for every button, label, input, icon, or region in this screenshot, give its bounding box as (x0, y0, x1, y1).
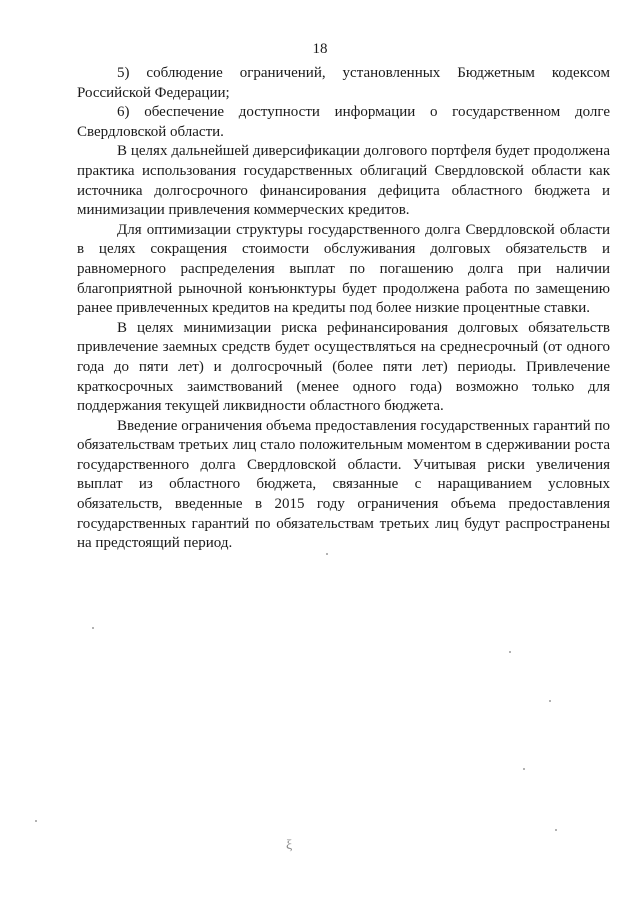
scan-mark: ξ (286, 838, 293, 853)
scan-speck (326, 553, 328, 555)
page-number: 18 (312, 41, 328, 57)
paragraph-portfolio-diversification: В целях дальнейшей диверсификации долгового портфеля будет продолжена практика использования государственных облигаций Свердловской области как источника долгосрочного финансирования дефицита областного бюджета и минимизации привлечения коммерческих кредитов. (77, 143, 610, 219)
paragraph-debt-structure-optimization: Для оптимизации структуры государственного долга Свердловской области в целях сокращения стоимости обслуживания долговых обязательств и равномерного распределения выплат по погашению долга при наличии благоприятной рыночной конъюнктуры будет продолжена работа по замещению ранее привлеченных кредитов на кредиты под более низкие процентные ставки. (77, 221, 610, 317)
scan-speck (549, 700, 551, 702)
document-body (77, 64, 610, 554)
scan-speck (555, 829, 557, 831)
paragraph-refinancing-risk: В целях минимизации риска рефинансирования долговых обязательств привлечение заемных средств будет осуществляться на среднесрочный (от одного года до пяти лет) и долгосрочный (более пяти лет) периоды. Привлечение краткосрочных заимствований (менее одного года) возможно только для поддержания текущей ликвидности областного бюджета. (77, 319, 610, 415)
paragraph-budget-code-compliance: 5) соблюдение ограничений, установленных Бюджетным кодексом Российской Федерации; (77, 65, 610, 101)
paragraph-state-guarantees: Введение ограничения объема предоставления государственных гарантий по обязательствам третьих лиц стало положительным моментом в сдерживании роста государственного долга Свердловской области. Учитывая риски увеличения выплат из областного бюджета, связанные с наращиванием условных обязательств, введенные в 2015 году ограничения объема предоставления государственных гарантий по обязательствам третьих лиц будут распространены на предстоящий период. (77, 417, 610, 552)
scan-speck (92, 627, 94, 629)
scan-speck (523, 768, 525, 770)
scan-speck (509, 651, 511, 653)
scan-speck (35, 820, 37, 822)
paragraph-debt-information-access: 6) обеспечение доступности информации о государственном долге Свердловской области. (77, 104, 610, 140)
